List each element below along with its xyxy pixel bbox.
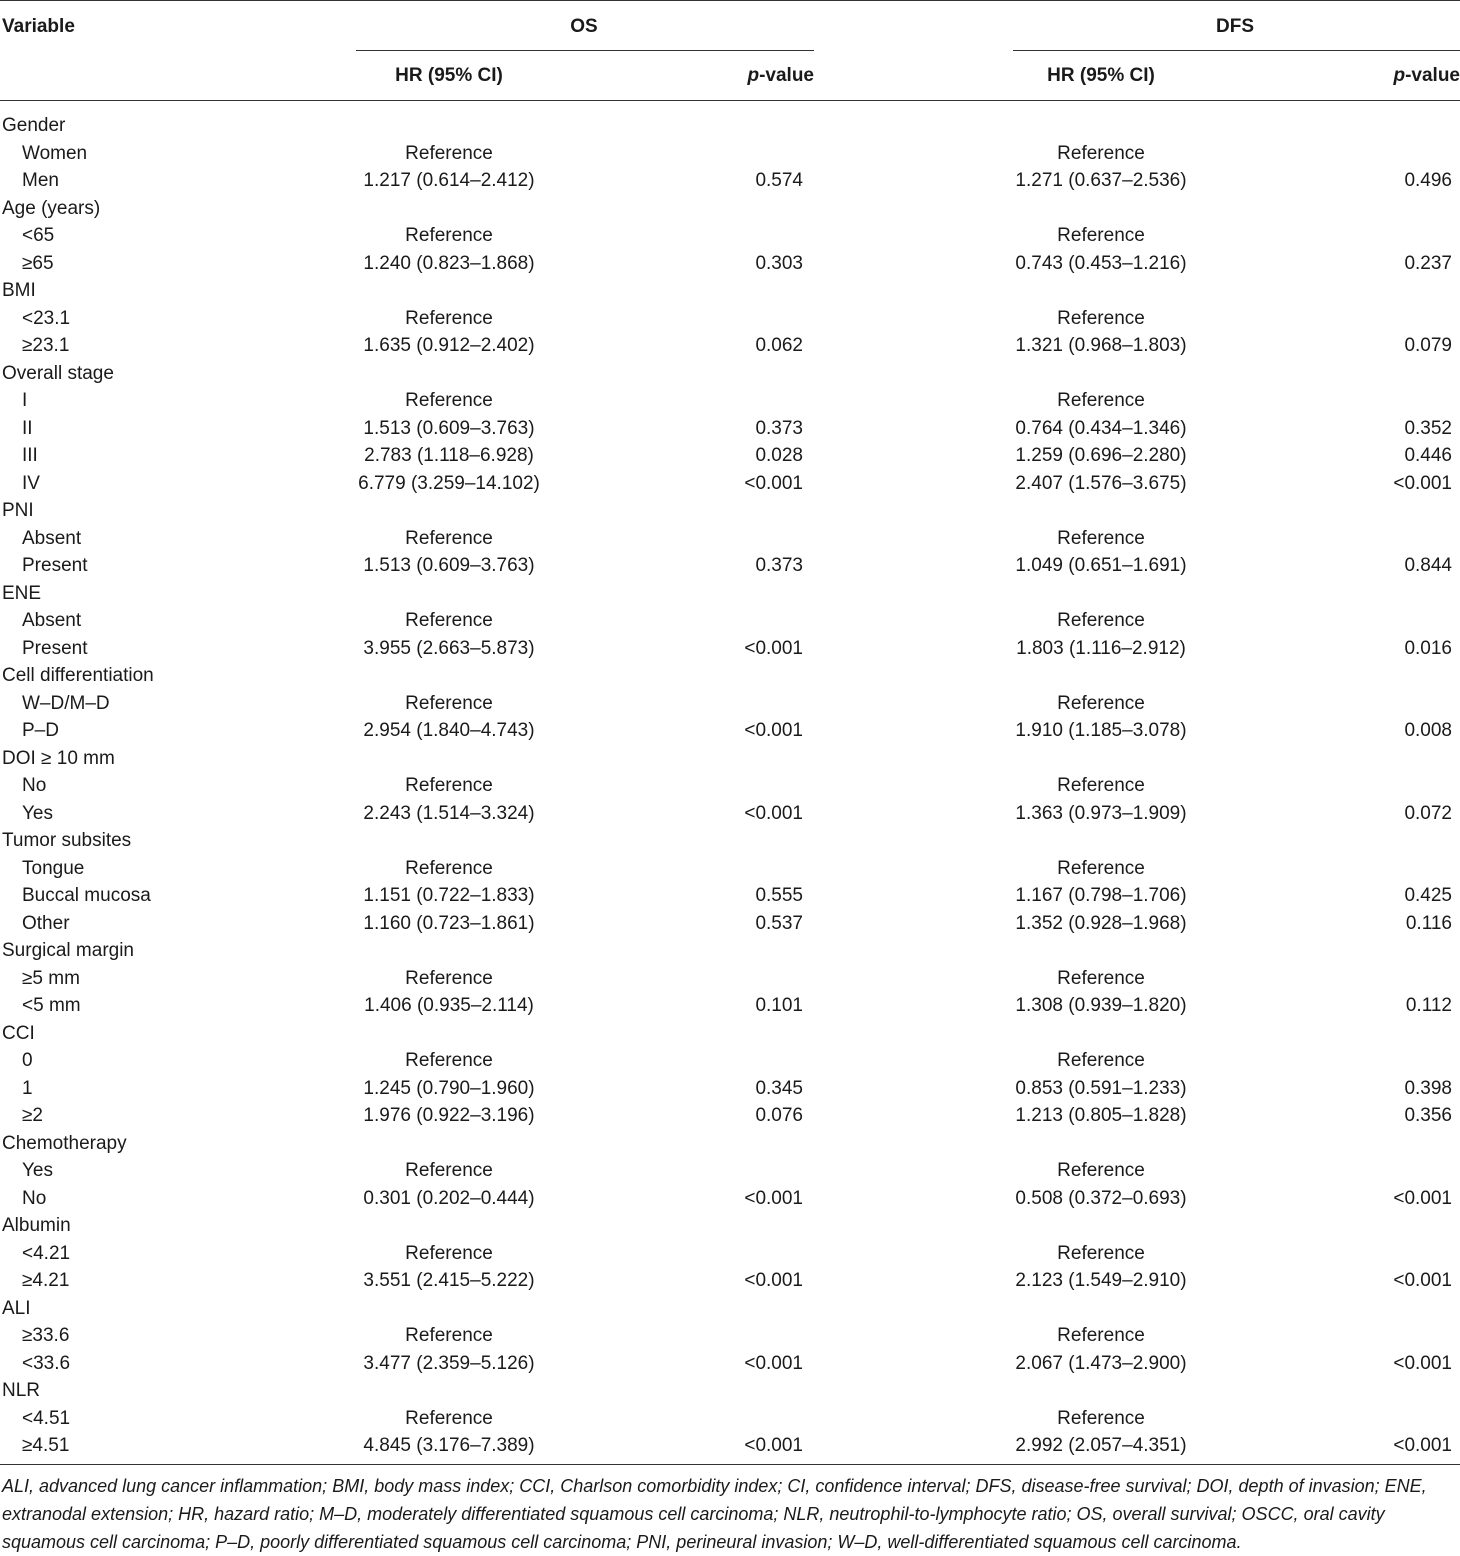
row-label: ≥4.21 [22, 1270, 70, 1291]
table-row [0, 1185, 1460, 1213]
os-hr-cell: Reference [405, 610, 493, 631]
row-label: Present [22, 637, 88, 659]
dfs-pvalue-cell: 0.016 [1404, 637, 1452, 659]
dfs-hr-cell: 0.764 (0.434–1.346) [1015, 417, 1187, 439]
header-dfs-p-rest: -value [1405, 65, 1460, 86]
dfs-hr-cell: 0.508 (0.372–0.693) [1015, 1187, 1187, 1209]
row-label: ≥23.1 [22, 335, 70, 356]
table-row [0, 992, 1460, 1020]
table-row [0, 442, 1460, 470]
table-row [0, 1405, 1460, 1433]
os-pvalue-cell: <0.001 [744, 637, 803, 659]
row-label: Women [22, 142, 88, 164]
dfs-pvalue-cell: 0.356 [1404, 1105, 1452, 1126]
table-row [0, 1102, 1460, 1130]
row-label: Chemotherapy [2, 1132, 127, 1154]
dfs-hr-cell: 1.363 (0.973–1.909) [1015, 802, 1187, 824]
header-os-p-italic: p [747, 65, 760, 86]
row-label: W–D/M–D [22, 692, 110, 714]
dfs-hr-cell: 1.259 (0.696–2.280) [1015, 445, 1187, 466]
row-label: Albumin [2, 1215, 71, 1236]
os-hr-cell: 3.955 (2.663–5.873) [363, 637, 535, 659]
row-label: Present [22, 555, 88, 576]
os-hr-cell: 4.845 (3.176–7.389) [363, 1435, 535, 1456]
os-hr-cell: 2.954 (1.840–4.743) [363, 720, 535, 741]
dfs-hr-cell: 2.407 (1.576–3.675) [1015, 472, 1187, 494]
row-label: Surgical margin [2, 940, 134, 961]
table-row [0, 1267, 1460, 1295]
os-pvalue-cell: 0.373 [755, 417, 803, 439]
os-hr-cell: Reference [405, 225, 493, 246]
table-group-row [0, 745, 1460, 773]
header-dfs: DFS [1216, 16, 1254, 37]
os-hr-cell: 3.477 (2.359–5.126) [363, 1352, 535, 1374]
table-row [0, 470, 1460, 498]
dfs-hr-cell: 1.167 (0.798–1.706) [1015, 885, 1187, 906]
dfs-pvalue-cell: 0.072 [1404, 802, 1452, 824]
dfs-pvalue-cell: <0.001 [1393, 1187, 1452, 1209]
os-hr-cell: Reference [405, 1050, 493, 1071]
dfs-pvalue-cell: 0.352 [1404, 417, 1452, 439]
table-group-row [0, 360, 1460, 388]
header-dfs-p-italic: p [1393, 65, 1406, 86]
header-dfs-hr: HR (95% CI) [1047, 65, 1155, 86]
table-group-row [0, 937, 1460, 965]
os-pvalue-cell: <0.001 [744, 720, 803, 741]
dfs-hr-cell: Reference [1057, 692, 1145, 714]
os-hr-cell: Reference [405, 527, 493, 549]
row-label: Tumor subsites [2, 830, 132, 851]
dfs-pvalue-cell: 0.844 [1404, 555, 1452, 576]
os-pvalue-cell: <0.001 [744, 1352, 803, 1374]
table-row [0, 332, 1460, 360]
os-pvalue-cell: 0.062 [755, 335, 803, 356]
row-label: Absent [22, 527, 82, 549]
table-bottom-rule [0, 1464, 1460, 1465]
table-row [0, 772, 1460, 800]
dfs-pvalue-cell: <0.001 [1393, 1352, 1452, 1374]
table-group-row [0, 1212, 1460, 1240]
os-pvalue-cell: 0.303 [755, 252, 803, 274]
dfs-group-rule [1013, 50, 1460, 51]
table-row [0, 222, 1460, 250]
os-hr-cell: 1.635 (0.912–2.402) [363, 335, 535, 356]
os-hr-cell: 1.240 (0.823–1.868) [363, 252, 535, 274]
dfs-pvalue-cell: <0.001 [1393, 1270, 1452, 1291]
table-row [0, 1157, 1460, 1185]
table-row [0, 800, 1460, 828]
row-label: 0 [22, 1050, 33, 1071]
table-row [0, 855, 1460, 883]
os-hr-cell: Reference [405, 1407, 493, 1429]
os-pvalue-cell: 0.101 [755, 995, 803, 1016]
row-label: No [22, 775, 47, 796]
row-label: CCI [2, 1022, 35, 1044]
os-hr-cell: 1.151 (0.722–1.833) [363, 885, 535, 906]
table-group-row [0, 497, 1460, 525]
os-hr-cell: 1.513 (0.609–3.763) [363, 417, 535, 439]
dfs-hr-cell: 1.049 (0.651–1.691) [1015, 555, 1187, 576]
dfs-hr-cell: 2.992 (2.057–4.351) [1015, 1435, 1187, 1456]
table-group-row [0, 112, 1460, 140]
table-row [0, 1432, 1460, 1460]
row-label: P–D [22, 720, 59, 741]
header-bottom-rule [0, 100, 1460, 101]
row-label: DOI ≥ 10 mm [2, 747, 115, 769]
dfs-hr-cell: 2.067 (1.473–2.900) [1015, 1352, 1187, 1374]
dfs-hr-cell: Reference [1057, 225, 1145, 246]
row-label: ≥65 [22, 252, 54, 274]
dfs-hr-cell: 1.321 (0.968–1.803) [1015, 335, 1187, 356]
row-label: BMI [2, 280, 36, 301]
os-hr-cell: 1.406 (0.935–2.114) [364, 995, 534, 1016]
row-label: <23.1 [22, 307, 71, 329]
table-row [0, 965, 1460, 993]
os-hr-cell: 6.779 (3.259–14.102) [358, 472, 540, 494]
dfs-hr-cell: 1.803 (1.116–2.912) [1016, 637, 1186, 659]
os-pvalue-cell: <0.001 [744, 1187, 803, 1209]
os-pvalue-cell: 0.555 [755, 885, 803, 906]
os-pvalue-cell: <0.001 [744, 802, 803, 824]
dfs-hr-cell: 1.271 (0.637–2.536) [1015, 170, 1187, 191]
table-row [0, 690, 1460, 718]
table-row [0, 1047, 1460, 1075]
header-os-hr: HR (95% CI) [395, 65, 503, 86]
row-label: ENE [2, 582, 42, 604]
row-label: Buccal mucosa [22, 885, 151, 906]
row-label: III [22, 445, 38, 466]
dfs-hr-cell: Reference [1057, 1050, 1145, 1071]
table-row [0, 415, 1460, 443]
os-hr-cell: Reference [405, 1242, 493, 1264]
dfs-hr-cell: Reference [1057, 967, 1145, 989]
os-hr-cell: 1.217 (0.614–2.412) [363, 170, 535, 191]
row-label: Yes [22, 1160, 53, 1181]
table-group-row [0, 1377, 1460, 1405]
table-row [0, 525, 1460, 553]
os-hr-cell: 2.783 (1.118–6.928) [364, 445, 534, 466]
table-group-row [0, 1020, 1460, 1048]
row-label: <65 [22, 225, 55, 246]
row-label: ≥4.51 [22, 1435, 70, 1456]
table-row [0, 387, 1460, 415]
os-hr-cell: 1.976 (0.922–3.196) [363, 1105, 535, 1126]
table-row [0, 1240, 1460, 1268]
dfs-hr-cell: 2.123 (1.549–2.910) [1015, 1270, 1187, 1291]
header-variable: Variable [2, 16, 75, 37]
row-label: I [22, 390, 28, 411]
table-row [0, 635, 1460, 663]
dfs-pvalue-cell: 0.496 [1404, 170, 1452, 191]
dfs-hr-cell: 1.352 (0.928–1.968) [1015, 912, 1187, 934]
row-label: <5 mm [22, 995, 81, 1016]
os-group-rule [356, 50, 814, 51]
table-row [0, 1322, 1460, 1350]
table-group-row [0, 827, 1460, 855]
table-row [0, 1075, 1460, 1103]
dfs-hr-cell: 1.213 (0.805–1.828) [1015, 1105, 1187, 1126]
os-hr-cell: 0.301 (0.202–0.444) [363, 1187, 535, 1209]
row-label: Cell differentiation [2, 665, 154, 686]
row-label: <4.21 [22, 1242, 71, 1264]
table-row [0, 140, 1460, 168]
table-row [0, 305, 1460, 333]
os-hr-cell: Reference [405, 857, 493, 879]
row-label: No [22, 1187, 47, 1209]
os-hr-cell: Reference [405, 1325, 493, 1346]
dfs-pvalue-cell: 0.008 [1404, 720, 1452, 741]
header-os: OS [570, 16, 598, 37]
row-label: Other [22, 912, 70, 934]
dfs-hr-cell: 0.743 (0.453–1.216) [1015, 252, 1187, 274]
dfs-pvalue-cell: 0.079 [1404, 335, 1452, 356]
dfs-pvalue-cell: 0.112 [1405, 995, 1452, 1016]
dfs-pvalue-cell: <0.001 [1393, 472, 1452, 494]
row-label: Men [22, 170, 59, 191]
os-hr-cell: Reference [405, 390, 493, 411]
os-hr-cell: Reference [405, 692, 493, 714]
dfs-hr-cell: Reference [1057, 142, 1145, 164]
row-label: Yes [22, 802, 53, 824]
header-dfs-pvalue [1393, 65, 1460, 87]
table-row [0, 167, 1460, 195]
header-os-pvalue [747, 65, 814, 87]
dfs-hr-cell: Reference [1057, 775, 1145, 796]
dfs-pvalue-cell: 0.116 [1405, 912, 1452, 934]
os-hr-cell: Reference [405, 967, 493, 989]
dfs-hr-cell: 1.910 (1.185–3.078) [1015, 720, 1187, 741]
os-hr-cell: Reference [405, 1160, 493, 1181]
row-label: II [22, 417, 33, 439]
dfs-pvalue-cell: <0.001 [1393, 1435, 1452, 1456]
os-pvalue-cell: 0.574 [755, 170, 803, 191]
row-label: PNI [2, 500, 34, 521]
table-footnote: ALI, advanced lung cancer inflammation; BMI, body mass index; CCI, Charlson comorbidity index; CI, confidence interval; DFS, disease-free survival; DOI, depth of invasion; ENE, extranodal extension; HR, hazard ratio; M–D, moderately differentiated squamous cell carcinoma; NLR, neutrophil-to-lymphocyte ratio; OS, overall survival; OSCC, oral cavity squamous cell carcinoma; P–D, poorly differentiated squamous cell carcinoma; PNI, perineural invasion; W–D, well-differentiated squamous cell carcinoma. [2, 1476, 1427, 1552]
os-pvalue-cell: 0.537 [755, 912, 803, 934]
row-label: <33.6 [22, 1352, 71, 1374]
table-group-row [0, 1295, 1460, 1323]
os-pvalue-cell: 0.028 [755, 445, 803, 466]
dfs-pvalue-cell: 0.398 [1404, 1077, 1452, 1099]
table-group-row [0, 1130, 1460, 1158]
os-hr-cell: Reference [405, 775, 493, 796]
os-hr-cell: 3.551 (2.415–5.222) [363, 1270, 535, 1291]
row-label: ALI [2, 1297, 31, 1319]
dfs-hr-cell: 0.853 (0.591–1.233) [1015, 1077, 1187, 1099]
row-label: NLR [2, 1380, 41, 1401]
table-row [0, 552, 1460, 580]
table-row [0, 1350, 1460, 1378]
row-label: Tongue [22, 857, 85, 879]
dfs-hr-cell: Reference [1057, 527, 1145, 549]
os-pvalue-cell: 0.345 [755, 1077, 803, 1099]
table-row [0, 910, 1460, 938]
os-pvalue-cell: <0.001 [744, 1270, 803, 1291]
table-row [0, 607, 1460, 635]
os-hr-cell: 1.245 (0.790–1.960) [363, 1077, 535, 1099]
row-label: Gender [2, 115, 66, 136]
dfs-hr-cell: Reference [1057, 1407, 1145, 1429]
os-pvalue-cell: <0.001 [744, 472, 803, 494]
dfs-hr-cell: 1.308 (0.939–1.820) [1015, 995, 1187, 1016]
dfs-pvalue-cell: 0.237 [1404, 252, 1452, 274]
dfs-hr-cell: Reference [1057, 1160, 1145, 1181]
dfs-hr-cell: Reference [1057, 1325, 1145, 1346]
table-row [0, 717, 1460, 745]
table-group-row [0, 662, 1460, 690]
dfs-hr-cell: Reference [1057, 390, 1145, 411]
os-hr-cell: Reference [405, 307, 493, 329]
os-pvalue-cell: <0.001 [744, 1435, 803, 1456]
header-os-p-rest: -value [759, 65, 814, 86]
table-top-rule [0, 0, 1460, 1]
table-group-row [0, 277, 1460, 305]
row-label: Overall stage [2, 362, 114, 384]
table-row [0, 250, 1460, 278]
row-label: ≥5 mm [22, 967, 80, 989]
dfs-hr-cell: Reference [1057, 610, 1145, 631]
os-hr-cell: 1.513 (0.609–3.763) [363, 555, 535, 576]
row-label: ≥2 [22, 1105, 43, 1126]
table-group-row [0, 580, 1460, 608]
row-label: ≥33.6 [22, 1325, 70, 1346]
table-row [0, 882, 1460, 910]
dfs-hr-cell: Reference [1057, 857, 1145, 879]
row-label: IV [22, 472, 40, 494]
os-hr-cell: 2.243 (1.514–3.324) [363, 802, 535, 824]
os-hr-cell: Reference [405, 142, 493, 164]
table-body [0, 112, 1460, 1460]
os-hr-cell: 1.160 (0.723–1.861) [363, 912, 535, 934]
dfs-pvalue-cell: 0.425 [1404, 885, 1452, 906]
os-pvalue-cell: 0.076 [755, 1105, 803, 1126]
dfs-hr-cell: Reference [1057, 307, 1145, 329]
dfs-pvalue-cell: 0.446 [1404, 445, 1452, 466]
table-group-row [0, 195, 1460, 223]
row-label: <4.51 [22, 1407, 71, 1429]
row-label: Age (years) [2, 197, 101, 219]
row-label: Absent [22, 610, 82, 631]
os-pvalue-cell: 0.373 [755, 555, 803, 576]
row-label: 1 [22, 1077, 33, 1099]
dfs-hr-cell: Reference [1057, 1242, 1145, 1264]
